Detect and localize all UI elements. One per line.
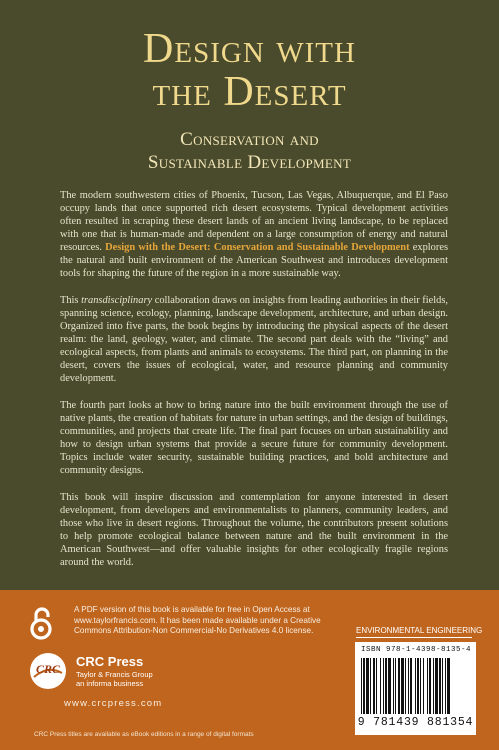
paragraph-1-text-end: explores the natural and built environment of the American Southwest and introduces development tools for shaping the future of the region in a more sustainable way. xyxy=(60,242,448,279)
description-paragraph-1 xyxy=(60,189,448,280)
book-title-line-1: Design with xyxy=(143,26,356,72)
description-paragraph-4: This book will inspire discussion and contemplation for anyone interested in desert development, from developers and environmentalists to planners, community leaders, and those who live in desert regions. Throughout the volume, the contributors present solutions to help promote ecological balance between nature and the built environment in the American Southwest—and offer valuable insights for other ecologically fragile regions around the world. xyxy=(60,492,448,568)
publisher-url: www.crcpress.com xyxy=(64,698,163,709)
publisher-group-line-1: Taylor & Francis Group xyxy=(76,670,153,679)
ebook-notice: CRC Press titles are available as eBook editions in a range of digital formats xyxy=(34,731,254,738)
paragraph-2-text-start: This xyxy=(60,295,82,306)
transdisciplinary-emphasis: transdisciplinary xyxy=(81,295,153,306)
publisher-group-line-2: an informa business xyxy=(76,679,144,688)
category-divider xyxy=(356,637,472,638)
isbn-label: ISBN 978-1-4398-8135-4 xyxy=(361,646,472,654)
barcode-image xyxy=(361,658,470,714)
book-title xyxy=(0,28,499,114)
publisher-group xyxy=(76,670,153,688)
book-subtitle-line-2: Sustainable Development xyxy=(147,152,352,173)
book-title-highlight: Design with the Desert: Conservation and Sustainable Development xyxy=(105,242,410,253)
open-access-notice: A PDF version of this book is available for free in Open Access at www.taylorfrancis.com. It has been made available under a Creative Commons Attribution-Non Commercial-No Derivatives 4.0 license. xyxy=(74,605,321,635)
description-paragraph-2 xyxy=(60,294,448,385)
subject-category: ENVIRONMENTAL ENGINEERING xyxy=(356,626,483,635)
isbn-barcode-box xyxy=(355,642,476,735)
description xyxy=(60,189,448,583)
crc-logo-text: CRC xyxy=(35,662,61,676)
paragraph-1-text-start: The modern southwestern cities of Phoenix, Tucson, Las Vegas, Albuquerque, and El Paso occupy lands that once supported rich desert ecosystems. Typical development activities often resulted in scraping these desert lands of an ancient living landscape, to be replaced with one that is human-made and dependent on a large consumption of energy and natural resources. xyxy=(60,190,448,253)
paragraph-2-text-end: collaboration draws on insights from leading authorities in their fields, spanning science, ecology, planning, landscape development, architecture, and urban design. Organized into five parts, the book begins by introducing the physical aspects of the desert realm: the land, geology, water, and climate. The second part deals with the “living” and ecological aspects, from plants and animals to ecosystems. The third part, on planning in the desert, covers the issues of ecological, water, and resource planning and community development. xyxy=(60,295,448,384)
book-title-line-2: the Desert xyxy=(152,69,347,115)
publisher-name: CRC Press xyxy=(76,654,144,669)
open-access-lock-icon xyxy=(28,606,54,640)
book-subtitle xyxy=(0,128,499,174)
crc-press-logo xyxy=(28,651,68,691)
book-subtitle-line-1: Conservation and xyxy=(180,129,319,150)
barcode-digits: 9 781439 881354 xyxy=(357,716,474,729)
description-paragraph-3: The fourth part looks at how to bring nature into the built environment through the use of native plants, the creation of habitats for nature in urban settings, and the design of buildings, communities, and projects that create life. The final part focuses on urban sustainability and how to design urban systems that provide a secure future for community development. Topics include water security, sustainable building practices, and bold architecture and community designs. xyxy=(60,400,448,476)
